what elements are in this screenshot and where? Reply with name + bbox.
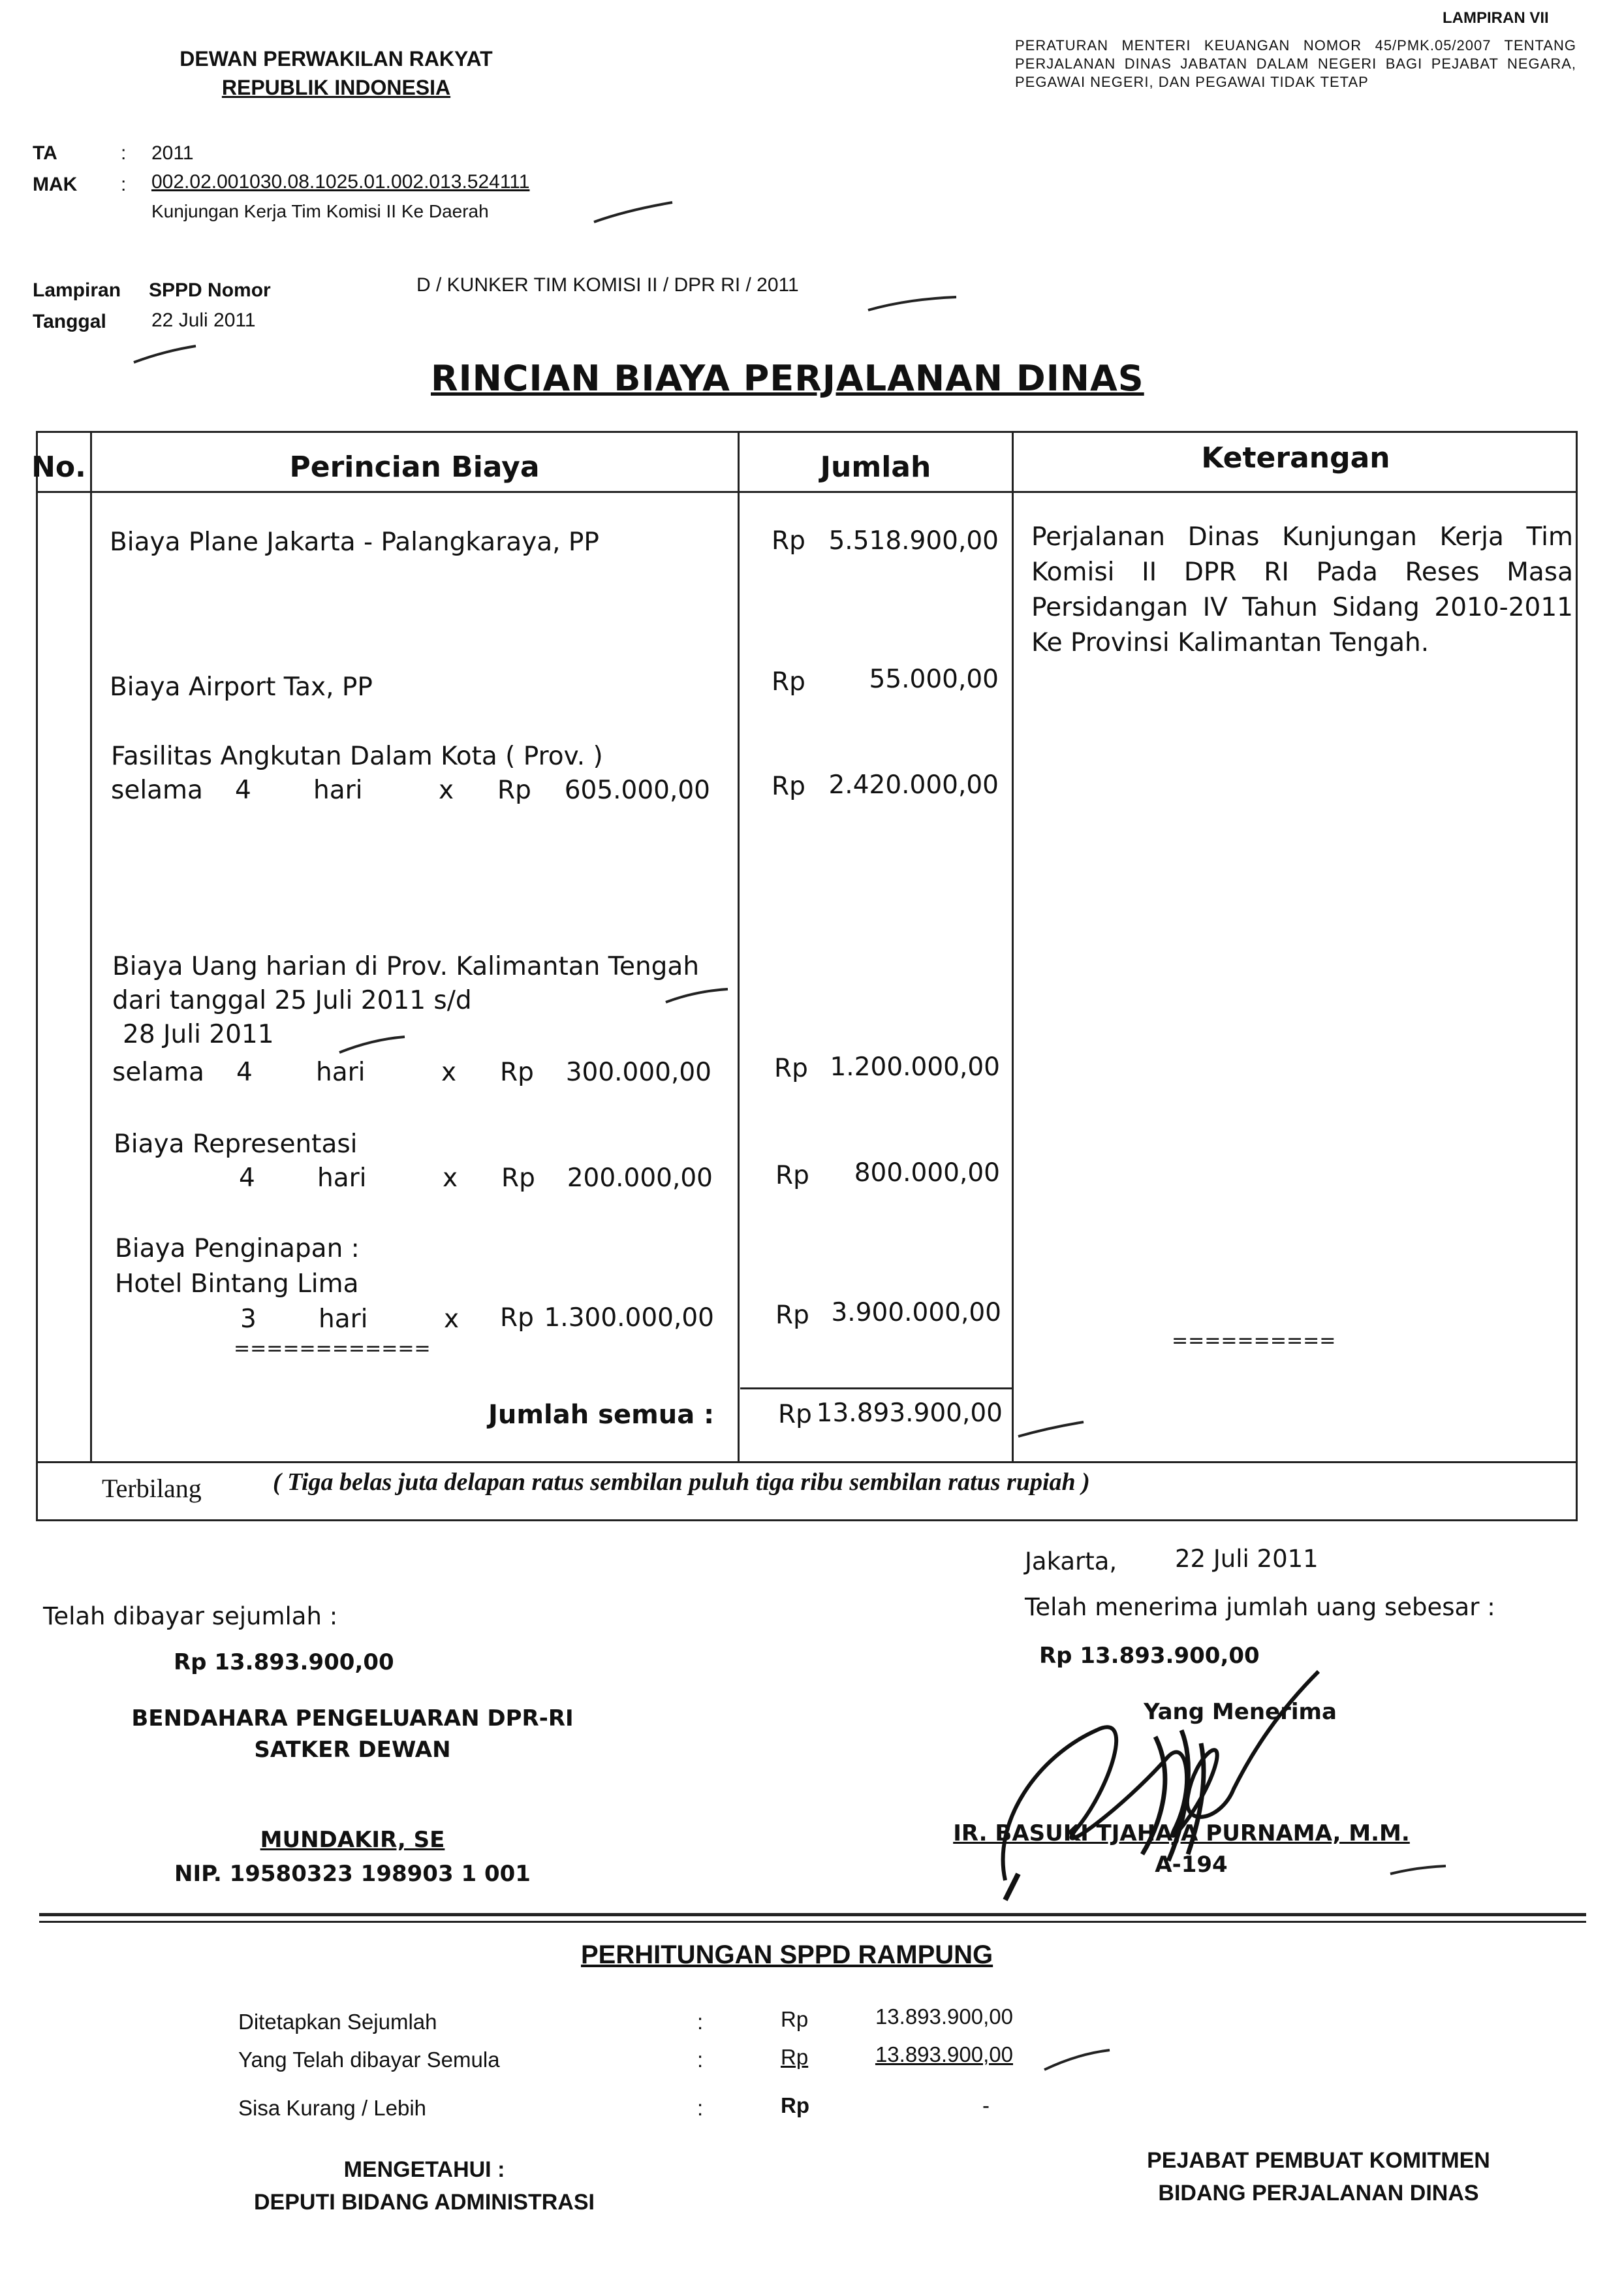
calc-row2-colon: : bbox=[697, 2048, 704, 2072]
calc-row1-rp: Rp bbox=[781, 2007, 809, 2031]
acknowledge-title: DEPUTI BIDANG ADMINISTRASI bbox=[254, 2190, 595, 2215]
table-header-divider bbox=[36, 491, 1578, 493]
mak-label: MAK bbox=[33, 174, 78, 195]
acknowledge-label: MENGETAHUI : bbox=[343, 2157, 505, 2182]
col-divider-perincian bbox=[738, 431, 740, 1463]
calc-row2-value: 13.893.900,00 bbox=[875, 2042, 1013, 2066]
row-plane-rp: Rp bbox=[772, 526, 805, 556]
row-representation-hari: hari bbox=[317, 1163, 367, 1193]
mak-description: Kunjungan Kerja Tim Komisi II Ke Daerah bbox=[151, 201, 489, 221]
row-representation-unit: 200.000,00 bbox=[567, 1163, 713, 1193]
total-value: 13.893.900,00 bbox=[816, 1399, 1003, 1428]
received-label: Telah menerima jumlah uang sebesar : bbox=[1025, 1593, 1495, 1621]
lampiran-label: Lampiran bbox=[33, 279, 121, 301]
row-daily-hari: hari bbox=[316, 1058, 366, 1087]
calc-row3-rp: Rp bbox=[781, 2093, 809, 2117]
row-lodging-x: x bbox=[444, 1305, 460, 1334]
paid-label: Telah dibayar sejumlah : bbox=[43, 1602, 338, 1630]
org-name-line2: REPUBLIK INDONESIA bbox=[221, 76, 451, 99]
row-airport-rp: Rp bbox=[772, 667, 805, 697]
calc-row2-rp: Rp bbox=[781, 2045, 809, 2069]
row-daily-desc3: 28 Juli 2011 bbox=[123, 1020, 274, 1049]
row-lodging-days: 3 bbox=[240, 1305, 257, 1334]
ta-colon: : bbox=[121, 142, 127, 164]
paid-amount: Rp 13.893.900,00 bbox=[174, 1649, 394, 1675]
row-daily-x: x bbox=[441, 1058, 457, 1087]
row-representation-amount: 800.000,00 bbox=[854, 1158, 1000, 1188]
row-lodging-rp: Rp bbox=[775, 1301, 809, 1330]
row-representation-unit-rp: Rp bbox=[501, 1163, 535, 1193]
row-transport-unit-rp: Rp bbox=[497, 776, 531, 805]
receiver-title: Yang Menerima bbox=[1144, 1699, 1337, 1725]
sppd-value: D / KUNKER TIM KOMISI II / DPR RI / 2011 bbox=[416, 274, 799, 296]
keterangan-text: Perjalanan Dinas Kunjungan Kerja Tim Komisi II DPR RI Pada Reses Masa Persidangan IV Tahun Sidang 2010-2011 Ke Provinsi Kalimantan Tengah. bbox=[1031, 522, 1573, 657]
row-transport-days: 4 bbox=[235, 776, 251, 805]
header-perincian: Perincian Biaya bbox=[289, 451, 540, 484]
regulation-text: PERATURAN MENTERI KEUANGAN NOMOR 45/PMK.05/2007 TENTANG PERJALANAN DINAS JABATAN DALAM NEGERI BAGI PEJABAT NEGARA, PEGAWAI NEGERI, DAN PEGAWAI TIDAK TETAP bbox=[1015, 37, 1576, 90]
mak-colon: : bbox=[121, 174, 127, 195]
row-transport-unit: 605.000,00 bbox=[564, 776, 710, 805]
header-no: No. bbox=[31, 451, 86, 484]
ta-value: 2011 bbox=[151, 142, 194, 164]
terbilang-divider bbox=[36, 1461, 1578, 1463]
header-jumlah: Jumlah bbox=[820, 451, 931, 484]
row-transport-selama: selama bbox=[111, 776, 203, 805]
row-lodging-amount: 3.900.000,00 bbox=[831, 1298, 1001, 1327]
commitment-officer-title1: PEJABAT PEMBUAT KOMITMEN bbox=[1147, 2148, 1490, 2173]
terbilang-text: ( Tiga belas juta delapan ratus sembilan puluh tiga ribu sembilan ratus rupiah ) bbox=[273, 1468, 1090, 1496]
tanggal-label: Tanggal bbox=[33, 311, 106, 332]
row-daily-rp: Rp bbox=[774, 1054, 808, 1083]
row-representation-desc: Biaya Representasi bbox=[114, 1130, 358, 1159]
total-rp: Rp bbox=[778, 1400, 812, 1429]
calc-row3-value: - bbox=[982, 2093, 990, 2117]
calc-title: PERHITUNGAN SPPD RAMPUNG bbox=[581, 1940, 993, 1969]
mak-value: 002.02.001030.08.1025.01.002.013.524111 bbox=[151, 171, 530, 193]
total-label: Jumlah semua : bbox=[488, 1400, 715, 1430]
row-daily-desc2: dari tanggal 25 Juli 2011 s/d bbox=[112, 986, 472, 1015]
col-divider-no bbox=[90, 431, 92, 1463]
calc-row2-label: Yang Telah dibayar Semula bbox=[238, 2048, 500, 2072]
row-lodging-hari: hari bbox=[319, 1305, 368, 1334]
row-lodging-unit-rp: Rp bbox=[500, 1303, 534, 1333]
calc-row1-value: 13.893.900,00 bbox=[875, 2004, 1013, 2029]
received-amount: Rp 13.893.900,00 bbox=[1039, 1643, 1260, 1669]
row-lodging-desc1: Biaya Penginapan : bbox=[115, 1234, 360, 1263]
receiver-name: IR. BASUKI TJAHAJA PURNAMA, M.M. bbox=[953, 1820, 1410, 1846]
row-transport-x: x bbox=[439, 776, 454, 805]
lampiran-vii-label: LAMPIRAN VII bbox=[1443, 9, 1549, 27]
calc-row1-label: Ditetapkan Sejumlah bbox=[238, 2010, 437, 2034]
org-name-line1: DEWAN PERWAKILAN RAKYAT bbox=[180, 47, 493, 71]
document-title: RINCIAN BIAYA PERJALANAN DINAS bbox=[431, 358, 1144, 399]
row-representation-rp: Rp bbox=[775, 1161, 809, 1190]
total-top-rule bbox=[740, 1387, 1012, 1389]
separator-right: ========== bbox=[1172, 1329, 1336, 1352]
tanggal-value: 22 Juli 2011 bbox=[151, 309, 256, 331]
row-daily-selama: selama bbox=[112, 1058, 204, 1087]
calc-row3-label: Sisa Kurang / Lebih bbox=[238, 2096, 427, 2120]
row-daily-days: 4 bbox=[236, 1058, 253, 1087]
row-representation-days: 4 bbox=[239, 1163, 255, 1193]
receiver-code: A-194 bbox=[1155, 1852, 1228, 1878]
sppd-label: SPPD Nomor bbox=[149, 279, 271, 301]
row-daily-unit-rp: Rp bbox=[500, 1058, 534, 1087]
place-date: 22 Juli 2011 bbox=[1175, 1545, 1319, 1573]
treasurer-name: MUNDAKIR, SE bbox=[260, 1827, 445, 1853]
ta-label: TA bbox=[33, 142, 57, 164]
calc-row1-colon: : bbox=[697, 2010, 704, 2034]
separator-left: ============ bbox=[234, 1337, 431, 1360]
row-airport-desc: Biaya Airport Tax, PP bbox=[110, 672, 373, 702]
row-lodging-unit: 1.300.000,00 bbox=[544, 1303, 714, 1333]
header-keterangan: Keterangan bbox=[1201, 441, 1390, 475]
row-transport-hari: hari bbox=[313, 776, 363, 805]
row-representation-x: x bbox=[443, 1163, 458, 1193]
treasurer-nip: NIP. 19580323 198903 1 001 bbox=[174, 1861, 531, 1887]
section-rule-top bbox=[39, 1913, 1586, 1916]
row-transport-amount: 2.420.000,00 bbox=[828, 770, 999, 800]
row-lodging-desc2: Hotel Bintang Lima bbox=[115, 1269, 359, 1299]
col-divider-jumlah bbox=[1012, 431, 1014, 1463]
commitment-officer-title2: BIDANG PERJALANAN DINAS bbox=[1158, 2181, 1479, 2206]
receiver-signature bbox=[979, 1658, 1345, 1906]
place-label: Jakarta, bbox=[1025, 1547, 1117, 1575]
treasurer-title2: SATKER DEWAN bbox=[254, 1737, 451, 1763]
row-daily-unit: 300.000,00 bbox=[565, 1058, 711, 1087]
calc-row3-colon: : bbox=[697, 2096, 704, 2120]
row-daily-amount: 1.200.000,00 bbox=[830, 1052, 1000, 1082]
row-plane-desc: Biaya Plane Jakarta - Palangkaraya, PP bbox=[110, 528, 599, 557]
treasurer-title1: BENDAHARA PENGELUARAN DPR-RI bbox=[131, 1705, 574, 1732]
row-transport-rp: Rp bbox=[772, 772, 805, 801]
row-plane-amount: 5.518.900,00 bbox=[828, 526, 999, 556]
section-rule-bottom bbox=[39, 1921, 1586, 1923]
terbilang-label: Terbilang bbox=[102, 1474, 202, 1503]
row-airport-amount: 55.000,00 bbox=[869, 665, 999, 694]
row-daily-desc1: Biaya Uang harian di Prov. Kalimantan Tengah bbox=[112, 952, 700, 981]
row-transport-desc: Fasilitas Angkutan Dalam Kota ( Prov. ) bbox=[111, 742, 603, 771]
